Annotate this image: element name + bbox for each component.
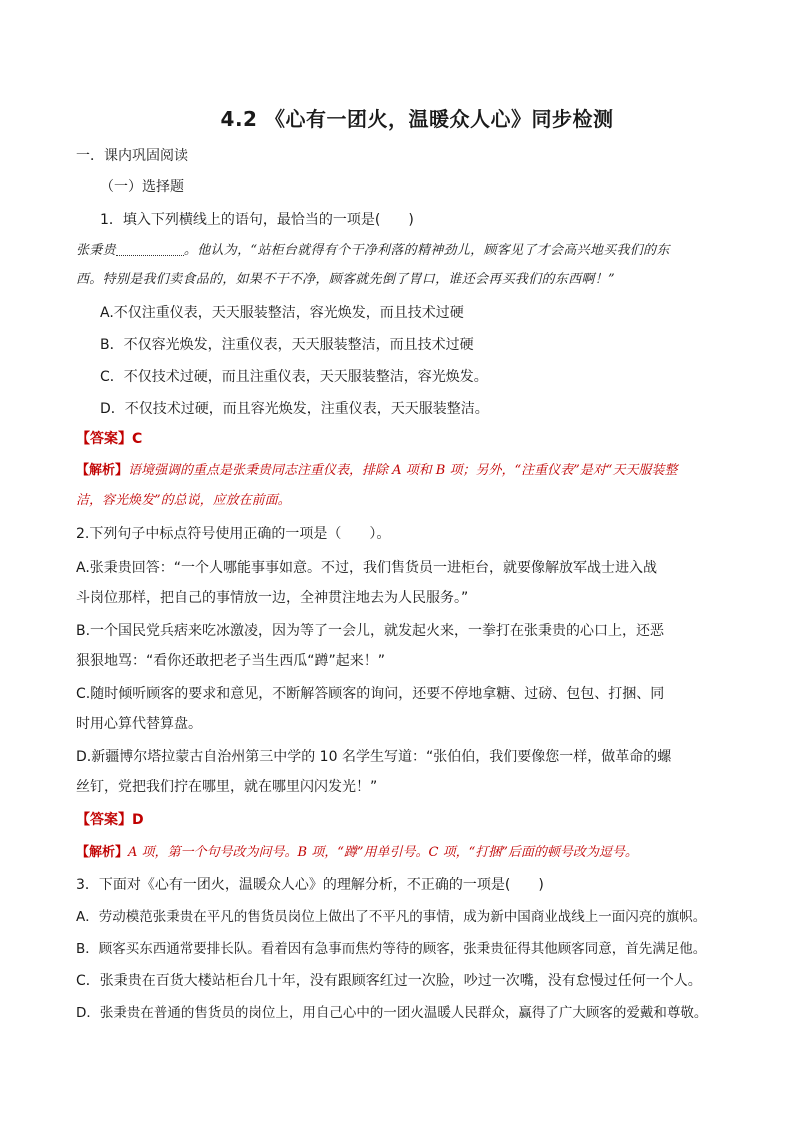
analysis-label: 【解析】 xyxy=(76,463,129,478)
q3-option-a: A．劳动模范张秉贵在平凡的售货员岗位上做出了不平凡的事情，成为新中国商业战线上一面闪亮的旗帜。 xyxy=(76,909,707,925)
q3-option-c: C．张秉贵在百货大楼站柜台几十年，没有跟顾客红过一次脸，吵过一次嘴，没有怠慢过任何一个人。 xyxy=(76,973,702,989)
question-1-stem: 1．填入下列横线上的语句，最恰当的一项是( ) xyxy=(100,212,414,228)
q2-option-c-line-2: 时用心算代替算盘。 xyxy=(76,716,202,732)
answer-label: 【答案】 xyxy=(76,431,132,447)
passage-start: 张秉贵 xyxy=(76,243,116,258)
analysis-label: 【解析】 xyxy=(76,845,129,860)
answer-value: C xyxy=(132,431,143,447)
analysis-1-line-2: 洁，容光焕发”的总说，应放在前面。 xyxy=(76,493,291,508)
q2-option-d-line-1: D.新疆博尔塔拉蒙古自治州第三中学的 10 名学生写道：“张伯伯，我们要像您一样，做革命的螺 xyxy=(76,749,672,765)
q2-option-c-line-1: C.随时倾听顾客的要求和意见，不断解答顾客的询问，还要不停地拿糖、过磅、包包、打捆、同 xyxy=(76,686,665,702)
subsection-heading: （一）选择题 xyxy=(100,179,184,195)
answer-2 xyxy=(76,810,726,830)
analysis-text: 语境强调的重点是张秉贵同志注重仪表，排除 A 项和 B 项；另外，“注重仪表”是对“天天服装整 xyxy=(128,463,678,478)
fill-blank xyxy=(116,241,184,256)
q2-option-b-line-2: 狠狠地骂：“看你还敢把老子当生西瓜“蹲”起来！” xyxy=(76,653,386,669)
section-heading: 一．课内巩固阅读 xyxy=(76,148,188,164)
passage-rest: 。他认为，“站柜台就得有个干净利落的精神劲儿，顾客见了才会高兴地买我们的东 xyxy=(183,243,670,258)
option-a: A.不仅注重仪表，天天服装整洁，容光焕发，而且技术过硬 xyxy=(100,305,464,321)
q3-option-d: D．张秉贵在普通的售货员的岗位上，用自己心中的一团火温暖人民群众，赢得了广大顾客的爱戴和尊敬。 xyxy=(76,1005,708,1021)
q2-option-a-line-2: 斗岗位那样，把自己的事情放一边，全神贯注地去为人民服务。” xyxy=(76,590,469,606)
q2-option-d-line-2: 丝钉，党把我们拧在哪里，就在哪里闪闪发光！” xyxy=(76,779,378,795)
answer-value: D xyxy=(132,812,144,828)
answer-1 xyxy=(76,429,726,449)
analysis-2 xyxy=(76,843,726,863)
analysis-text: A 项，第一个句号改为问号。B 项，“蹲”用单引号。C 项，“打捆”后面的顿号改为逗号。 xyxy=(128,845,638,860)
question-2-stem: 2.下列句子中标点符号使用正确的一项是（ ）。 xyxy=(76,526,391,542)
q3-option-b: B．顾客买东西通常要排长队。看着因有急事而焦灼等待的顾客，张秉贵征得其他顾客同意，首先满足他。 xyxy=(76,941,707,957)
q2-option-b-line-1: B.一个国民党兵痞来吃冰激凌，因为等了一会儿，就发起火来，一拳打在张秉贵的心口上，还恶 xyxy=(76,623,665,639)
question-1-passage-line-1 xyxy=(76,241,726,261)
option-d: D．不仅技术过硬，而且容光焕发，注重仪表，天天服装整洁。 xyxy=(100,401,489,417)
answer-label: 【答案】 xyxy=(76,812,132,828)
question-3-stem: 3．下面对《心有一团火，温暖众人心》的理解分析，不正确的一项是( ) xyxy=(76,877,544,893)
q2-option-a-line-1: A.张秉贵回答：“一个人哪能事事如意。不过，我们售货员一进柜台，就要像解放军战士进入战 xyxy=(76,560,658,576)
option-b: B．不仅容光焕发，注重仪表，天天服装整洁，而且技术过硬 xyxy=(100,337,474,353)
page-title: 4.2 《心有一团火，温暖众人心》同步检测 xyxy=(220,107,614,131)
question-1-passage-line-2: 西。特别是我们卖食品的，如果不干不净，顾客就先倒了胃口，谁还会再买我们的东西啊！” xyxy=(76,272,615,287)
option-c: C．不仅技术过硬，而且注重仪表，天天服装整洁，容光焕发。 xyxy=(100,369,488,385)
analysis-1-line-1 xyxy=(76,461,726,481)
